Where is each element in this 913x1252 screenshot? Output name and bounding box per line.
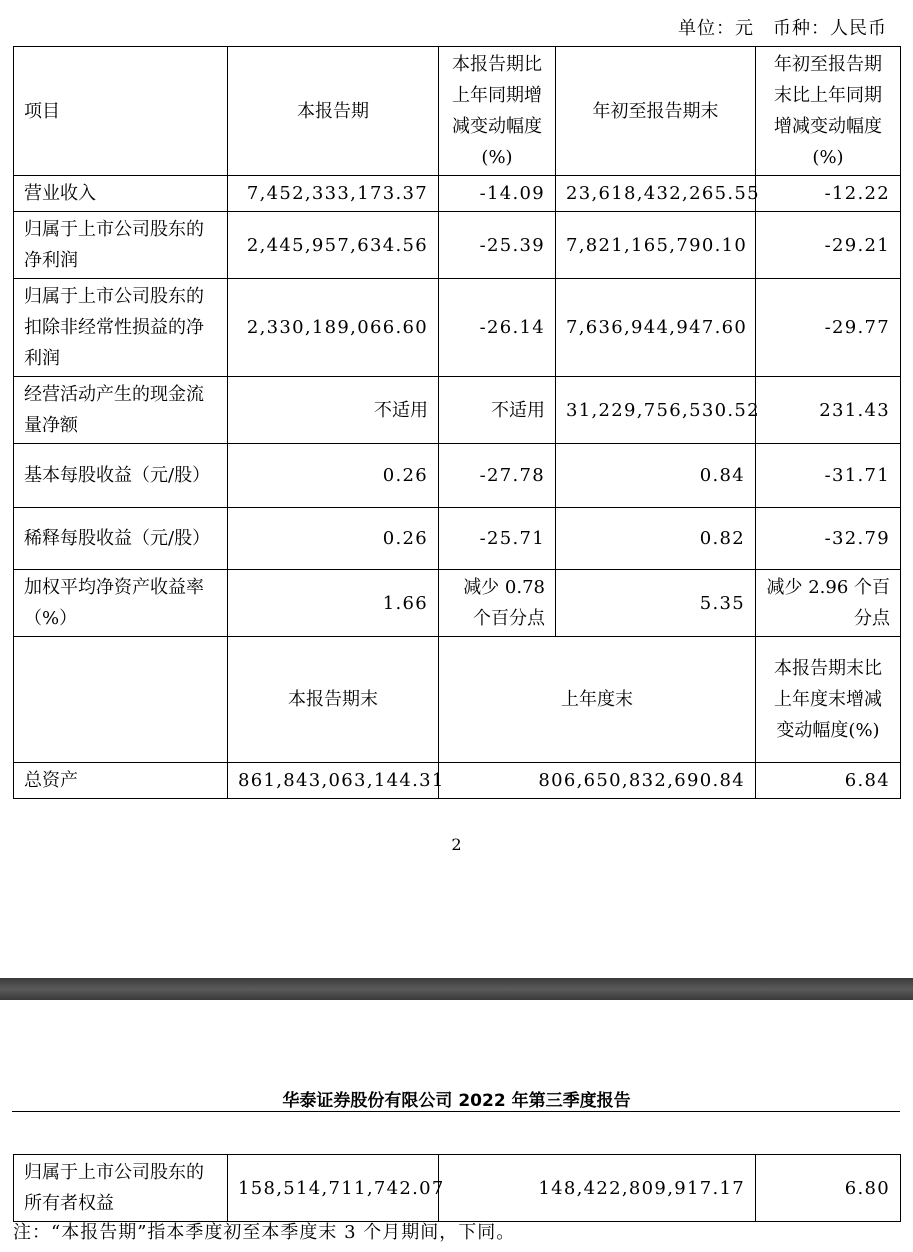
row-item: 经营活动产生的现金流量净额 (14, 377, 228, 444)
key-financial-data-table (13, 46, 901, 799)
row-item: 归属于上市公司股东的所有者权益 (14, 1155, 228, 1222)
row-balance-change: 6.80 (756, 1155, 901, 1222)
row-ytd: 0.82 (556, 508, 756, 570)
row-current-change: -14.09 (439, 176, 556, 212)
table-row (14, 279, 901, 377)
table-header-row (14, 47, 901, 176)
row-ytd-change: 减少 2.96 个百分点 (756, 570, 901, 637)
table-row (14, 176, 901, 212)
row-current-change: -27.78 (439, 444, 556, 508)
row-ytd: 5.35 (556, 570, 756, 637)
header-rule (12, 1111, 900, 1112)
row-ytd: 23,618,432,265.55 (556, 176, 756, 212)
table-row (14, 508, 901, 570)
row-current-change: -25.71 (439, 508, 556, 570)
row-ytd: 7,636,944,947.60 (556, 279, 756, 377)
unit-currency-line: 单位：元 币种：人民币 (678, 18, 887, 39)
row-ytd-change: -32.79 (756, 508, 901, 570)
header-item: 项目 (14, 47, 228, 176)
row-period-end: 158,514,711,742.07 (228, 1155, 439, 1222)
row-item: 加权平均净资产收益率（%） (14, 570, 228, 637)
row-item: 归属于上市公司股东的净利润 (14, 212, 228, 279)
header-balance-change: 本报告期末比上年度末增减变动幅度(%) (756, 637, 901, 763)
row-balance-change: 6.84 (756, 763, 901, 799)
row-last-year-end: 148,422,809,917.17 (439, 1155, 756, 1222)
row-item: 总资产 (14, 763, 228, 799)
header-current-change: 本报告期比上年同期增减变动幅度(%) (439, 47, 556, 176)
row-current: 7,452,333,173.37 (228, 176, 439, 212)
row-current-change: 减少 0.78 个百分点 (439, 570, 556, 637)
row-current: 不适用 (228, 377, 439, 444)
row-ytd-change: -12.22 (756, 176, 901, 212)
row-current: 2,330,189,066.60 (228, 279, 439, 377)
row-item: 基本每股收益（元/股） (14, 444, 228, 508)
header-ytd-change: 年初至报告期末比上年同期增减变动幅度(%) (756, 47, 901, 176)
row-current: 1.66 (228, 570, 439, 637)
row-ytd: 7,821,165,790.10 (556, 212, 756, 279)
table-row (14, 570, 901, 637)
row-item: 稀释每股收益（元/股） (14, 508, 228, 570)
table-row (14, 763, 901, 799)
footnote: 注：“本报告期”指本季度初至本季度末 3 个月期间，下同。 (13, 1222, 516, 1243)
row-period-end: 861,843,063,144.31 (228, 763, 439, 799)
row-item: 营业收入 (14, 176, 228, 212)
row-current: 2,445,957,634.56 (228, 212, 439, 279)
row-current: 0.26 (228, 508, 439, 570)
row-current-change: 不适用 (439, 377, 556, 444)
row-item: 归属于上市公司股东的扣除非经常性损益的净利润 (14, 279, 228, 377)
header-period-end: 本报告期末 (228, 637, 439, 763)
row-last-year-end: 806,650,832,690.84 (439, 763, 756, 799)
row-current: 0.26 (228, 444, 439, 508)
table-row (14, 212, 901, 279)
balance-header-row (14, 637, 901, 763)
row-ytd-change: 231.43 (756, 377, 901, 444)
row-ytd: 31,229,756,530.52 (556, 377, 756, 444)
row-current-change: -25.39 (439, 212, 556, 279)
table-row (14, 377, 901, 444)
row-ytd-change: -29.77 (756, 279, 901, 377)
row-current-change: -26.14 (439, 279, 556, 377)
row-ytd-change: -31.71 (756, 444, 901, 508)
header-last-year-end: 上年度末 (439, 637, 756, 763)
page-divider (0, 978, 913, 1000)
header-current-period: 本报告期 (228, 47, 439, 176)
table-row (14, 1155, 901, 1222)
row-ytd: 0.84 (556, 444, 756, 508)
report-header: 华泰证券股份有限公司 2022 年第三季度报告 (282, 1091, 631, 1111)
row-ytd-change: -29.21 (756, 212, 901, 279)
continued-table (13, 1154, 901, 1222)
page-number: 2 (451, 835, 462, 854)
table-row (14, 444, 901, 508)
header-ytd: 年初至报告期末 (556, 47, 756, 176)
balance-header-blank (14, 637, 228, 763)
